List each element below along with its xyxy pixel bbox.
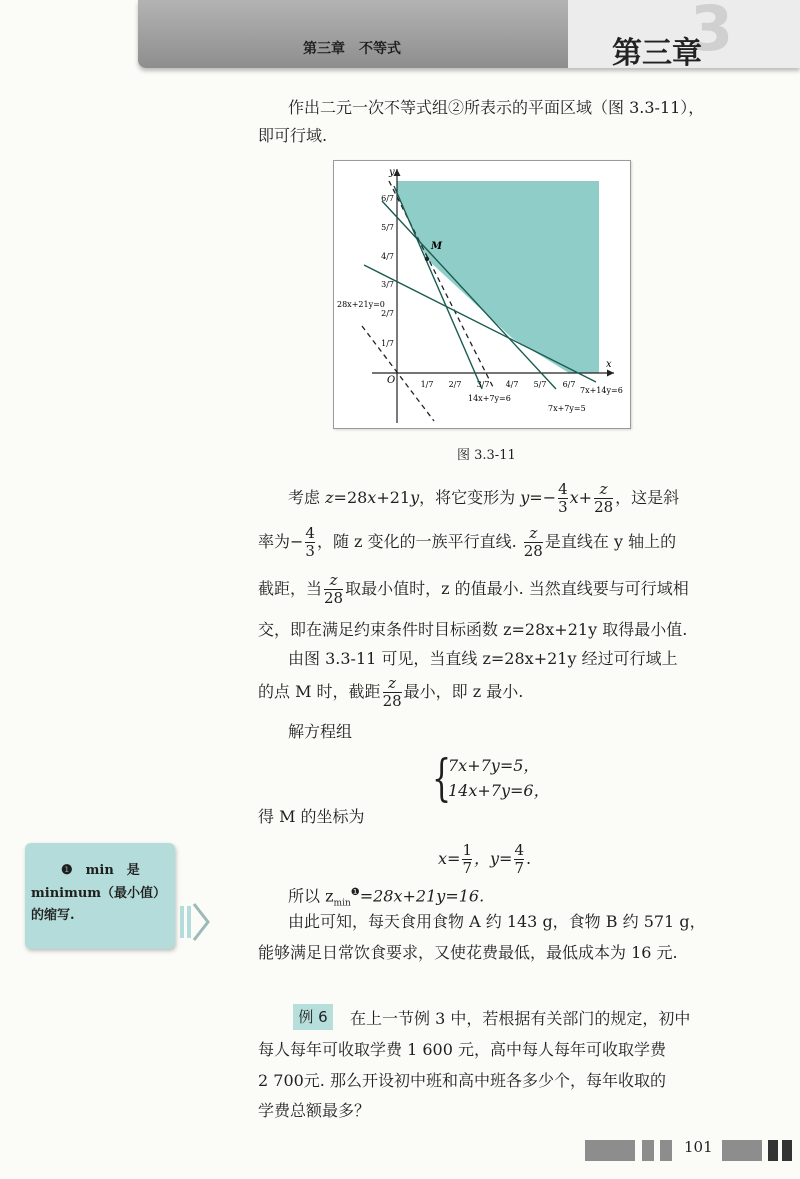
text: x [569,488,579,507]
footer-bar-right [722,1140,762,1161]
x-tick-2: 2/7 [448,380,462,389]
conclusion-line-2: 能够满足日常饮食要求，又使花费最低，最低成本为 16 元. [258,943,678,962]
chapter-label: 第三章 不等式 [303,41,401,57]
text: ，y= [473,849,513,868]
text: 的点 M 时，截距 [258,682,381,701]
x-tick-5: 5/7 [533,380,547,389]
fraction [594,481,613,516]
text: 所以 z [288,886,334,906]
x-tick-1: 1/7 [420,380,434,389]
footer-bar-dark-2 [782,1140,792,1161]
numerator: z [524,525,543,543]
y-axis-label: y [389,167,395,178]
footnote-marker: ❶ [350,887,360,898]
figure-frame [333,160,631,429]
intro-line-2: 即可行域. [258,126,328,145]
text: 率为− [258,532,304,551]
para-2 [258,523,676,561]
feasible-region-figure [334,161,630,428]
denominator: 3 [305,542,315,560]
x-tick-3: 3/7 [476,380,490,389]
x-axis-label: x [606,359,612,370]
y-tick-5: 5/7 [381,223,394,232]
numerator: z [594,481,613,499]
text: =28 [333,488,368,507]
example-line-2: 每人每年可收取学费 1 600 元，高中每人每年可收取学费 [258,1040,666,1059]
fraction [324,572,343,607]
zmin-line [288,882,484,915]
denominator: 3 [558,498,568,516]
y-tick-4: 4/7 [381,252,394,261]
x-tick-4: 4/7 [505,380,519,389]
fraction [462,842,472,877]
numerator: z [324,572,343,590]
example-line-4: 学费总额最多？ [258,1101,371,1120]
example-badge: 例 6 [293,1004,333,1030]
page-number: 101 [684,1138,713,1156]
para-1 [288,479,679,517]
numerator: 4 [514,841,524,859]
get-M-label: 得 M 的坐标为 [258,807,365,826]
y-tick-labels [381,194,394,348]
side-note-line-1: ❶ min 是 [61,863,140,878]
side-note [25,843,175,949]
text: =− [529,488,557,507]
para-4: 交，即在满足约束条件时目标函数 z=28x+21y 取得最小值. [258,620,688,639]
side-note-line-3: 的缩写. [31,908,75,923]
text: ，将它变形为 [419,488,521,507]
y-tick-6: 6/7 [381,194,394,203]
text: z [325,488,334,507]
text: y [520,488,530,507]
M-coordinates [438,840,531,878]
example-line-1: 在上一节例 3 中，若根据有关部门的规定，初中 [350,1009,691,1028]
fraction [383,675,402,710]
footer-bar-dark-1 [768,1140,778,1161]
origin-label: O [387,375,396,386]
chapter-title: 第三章 [612,36,702,71]
text: +21 [376,488,411,507]
text: 考虑 [288,488,326,507]
text: + [578,488,593,507]
y-tick-2: 2/7 [381,309,394,318]
fraction [305,525,315,560]
label-7x-14y-6: 7x+14y=6 [580,386,623,395]
text: =28x+21y=16. [359,886,485,906]
point-M-label: M [431,241,443,252]
chapter-number-watermark: 3 [690,0,734,65]
side-note-line-2: minimum（最小值） [31,886,167,901]
fraction [514,842,524,877]
fraction [558,481,568,516]
denominator: 7 [462,859,472,877]
label-7x-7y-5: 7x+7y=5 [548,404,586,413]
numerator: 1 [462,841,472,859]
figure-caption: 图 3.3-11 [457,448,516,463]
system-brace: { [432,749,452,807]
numerator: z [383,675,402,693]
denominator: 28 [594,498,614,516]
text: x= [438,849,461,868]
text: 截距，当 [258,579,323,598]
text: . [525,849,532,868]
denominator: 7 [514,859,524,877]
numerator: 4 [558,480,568,498]
text: y [410,488,420,507]
conclusion-line-1: 由此可知，每天食用食物 A 约 143 g，食物 B 约 571 g， [288,912,706,931]
side-note-arrow-icon [178,900,212,944]
label-28x-21y-0: 28x+21y=0 [337,300,385,309]
fraction [524,525,543,560]
intro-line-1: 作出二元一次不等式组②所表示的平面区域（图 3.3-11）， [288,98,705,117]
denominator: 28 [523,542,543,560]
label-14x-7y-6: 14x+7y=6 [468,394,511,403]
solve-label: 解方程组 [288,722,353,741]
equation-2: 14x+7y=6， [448,781,550,800]
numerator: 4 [305,524,315,542]
subscript: min [333,898,351,909]
text: 取最小值时，z 的值最小. 当然直线要与可行域相 [345,579,689,598]
text: x [367,488,377,507]
point-M [425,257,429,261]
footer-bar-mid-2 [660,1140,672,1161]
text: 最小，即 z 最小. [403,682,524,701]
para-6 [258,673,523,711]
x-tick-6: 6/7 [562,380,576,389]
footer-bar-left [585,1140,635,1161]
footer-bar-mid-1 [642,1140,654,1161]
denominator: 28 [382,692,402,710]
example-line-3: 2 700元. 那么开设初中班和高中班各多少个，每年收取的 [258,1071,666,1090]
y-tick-1: 1/7 [381,339,394,348]
para-3 [258,570,689,608]
denominator: 28 [324,589,344,607]
text: 是直线在 y 轴上的 [544,532,677,551]
text: ，随 z 变化的一族平行直线. [316,532,517,551]
para-5: 由图 3.3-11 可见，当直线 z=28x+21y 经过可行域上 [288,649,678,668]
feasible-region [397,181,599,373]
equation-1: 7x+7y=5， [448,756,540,775]
text: ，这是斜 [615,488,680,507]
y-tick-3: 3/7 [381,280,394,289]
